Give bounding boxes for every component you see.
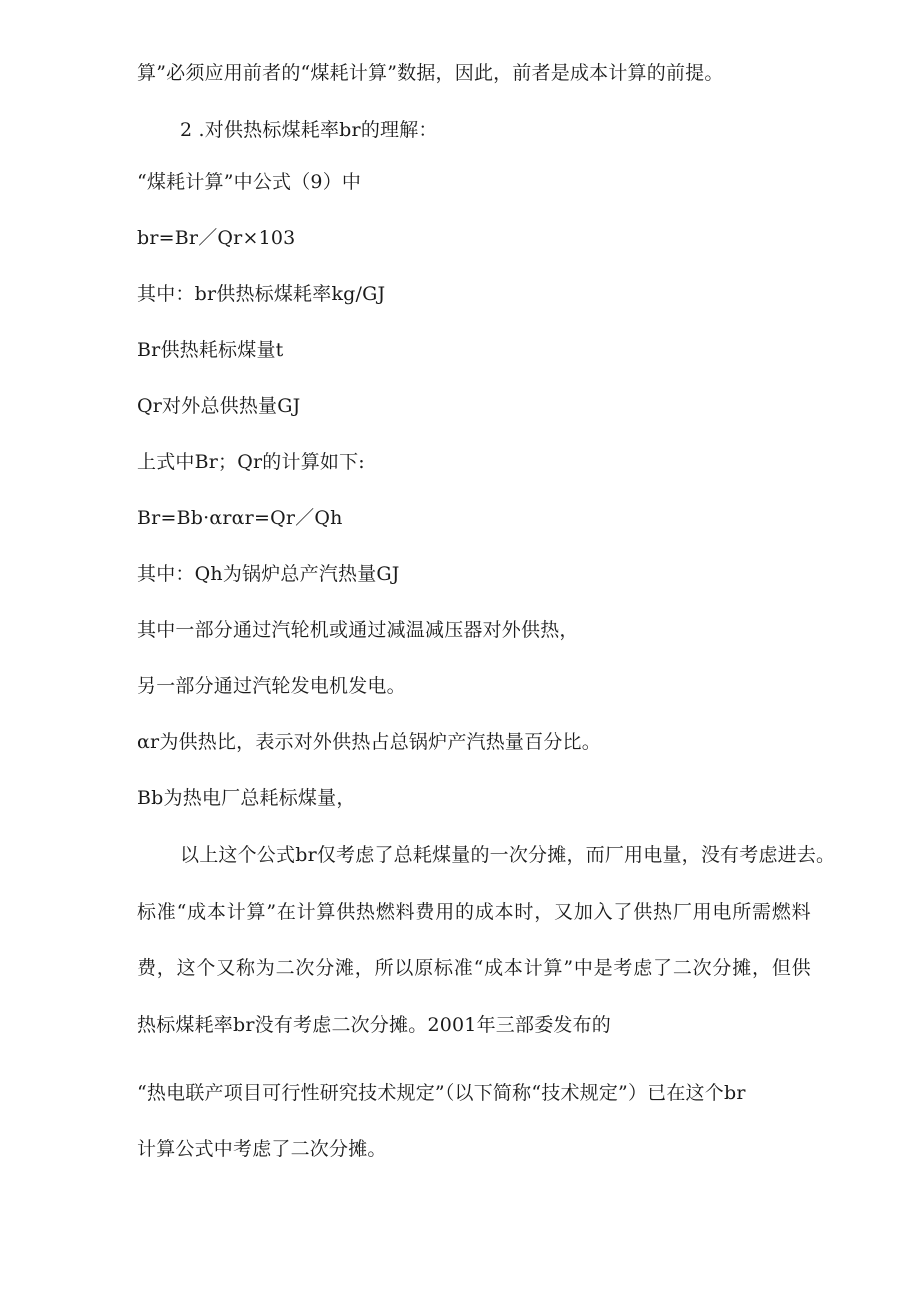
paragraph-line-1: 以上这个公式br仅考虑了总耗煤量的一次分摊，而厂用电量，没有考虑进去。 bbox=[180, 844, 836, 866]
text-line-3: “煤耗计算”中公式（9）中 bbox=[137, 171, 362, 193]
text-line-12: 另一部分通过汽轮发电机发电。 bbox=[137, 675, 406, 697]
formula-br: br=Br／Qr×103 bbox=[137, 227, 296, 249]
paragraph-line-4: 热标煤耗率br没有考虑二次分摊。2001年三部委发布的 bbox=[137, 1014, 611, 1036]
paragraph-line-5: “热电联产项目可行性研究技术规定”（以下简称“技术规定”）已在这个br bbox=[137, 1082, 746, 1104]
paragraph-line-3: 费，这个又称为二次分滩，所以原标准“成本计算”中是考虑了二次分摊，但供 bbox=[137, 957, 812, 979]
text-line-11: 其中一部分通过汽轮机或通过减温减压器对外供热， bbox=[137, 619, 579, 641]
paragraph-line-6: 计算公式中考虑了二次分摊。 bbox=[137, 1138, 387, 1160]
formula-Br: Br=Bb·αrαr=Qr／Qh bbox=[137, 507, 343, 529]
definition-Qh: 其中：Qh为锅炉总产汽热量GJ bbox=[137, 563, 400, 585]
definition-Qr: Qr对外总供热量GJ bbox=[137, 395, 301, 417]
paragraph-line-2: 标准“成本计算”在计算供热燃料费用的成本时，又加入了供热厂用电所需燃料 bbox=[137, 901, 812, 923]
definition-Br: Br供热耗标煤量t bbox=[137, 339, 284, 361]
text-line-1: 算”必须应用前者的“煤耗计算”数据，因此，前者是成本计算的前提。 bbox=[137, 62, 724, 84]
definition-ar: αr为供热比，表示对外供热占总锅炉产汽热量百分比。 bbox=[137, 731, 601, 753]
definition-Bb: Bb为热电厂总耗标煤量， bbox=[137, 787, 356, 809]
text-line-8: 上式中Br；Qr的计算如下: bbox=[137, 451, 365, 473]
section-heading: 2 .对供热标煤耗率br的理解： bbox=[180, 119, 438, 141]
definition-br: 其中：br供热标煤耗率kg/GJ bbox=[137, 283, 386, 305]
